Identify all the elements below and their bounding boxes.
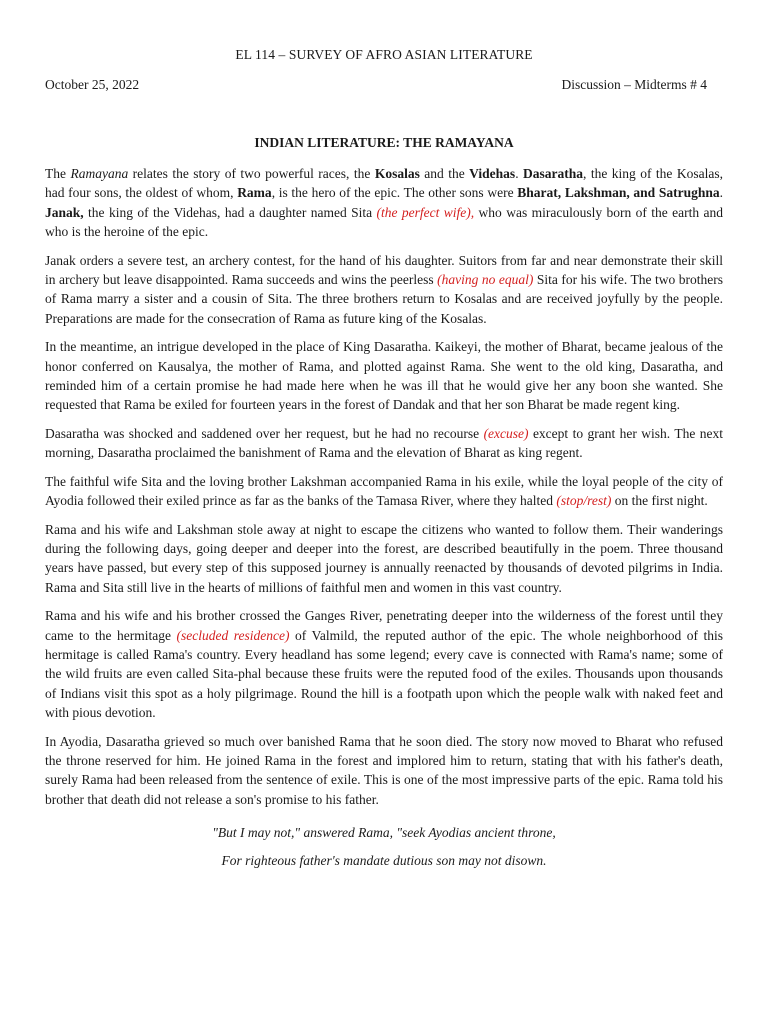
text-run: Rama and his wife and his brother crossed the Ganges River, penetrating deeper into the wilderness of the forest until they came to the hermitage	[45, 608, 723, 643]
document-title: INDIAN LITERATURE: THE RAMAYANA	[254, 135, 514, 150]
paragraph-5	[45, 472, 723, 511]
text-run: , is the hero of the epic. The other sons were	[271, 185, 518, 201]
paragraph-2	[45, 251, 723, 329]
annotation-note: (stop/rest)	[556, 493, 612, 509]
text-run: except to grant her wish. The next morning, Dasaratha proclaimed the banishment of Rama and the elevation of Bharat as king regent.	[45, 425, 723, 461]
text-run: .	[719, 185, 723, 201]
paragraph-3: In the meantime, an intrigue developed in the place of King Dasaratha. Kaikeyi, the mother of Bharat, became jealous of the honor conferred on Kausalya, the mother of Rama, and plotted against Rama. She went to the old king, Dasaratha, and reminded him of a certain promise he had made here when he was ill that he would give her any boon she wanted. She requested that Rama be exiled for fourteen years in the forest of Dandak and that her son Bharat be made regent king.	[45, 339, 723, 413]
verse-line-2: For righteous father's mandate dutious son may not disown.	[221, 853, 547, 869]
document-date: October 25, 2022	[45, 77, 140, 92]
text-run: who was miraculously born of the earth and who is the heroine of the epic.	[45, 204, 724, 240]
text-run: on the first night.	[611, 493, 708, 509]
bold-term: Dasaratha	[523, 166, 584, 181]
annotation-note: (having no equal)	[437, 272, 534, 288]
paragraph-4	[45, 424, 723, 463]
bold-term: Videhas	[469, 166, 516, 181]
text-run: The	[45, 166, 71, 181]
text-run: Sita for his wife. The two brothers of Rama marry a sister and a cousin of Sita. The three brothers return to Kosalas and are received joyfully by the people. Preparations are made for the consecration of Rama as future king of the Kosalas.	[45, 272, 723, 326]
annotation-note: (the perfect wife),	[376, 204, 475, 220]
discussion-label: Discussion – Midterms # 4	[561, 77, 707, 92]
course-header: EL 114 – SURVEY OF AFRO ASIAN LITERATURE	[235, 47, 533, 62]
annotation-note: (excuse)	[483, 425, 529, 441]
text-run: of Valmild, the reputed author of the epic. The whole neighborhood of this hermitage is called Rama's country. Every headland has some legend; every cave is connected with Rama's name; some of the wild fruits are even called Sita-phal because these fruits were the reputed food of the exiles. Thousands upon thousands of Indians visit this spot as a holy pilgrimage. Round the hill is a footpath upon which the people walk with naked feet and with pious devotion.	[45, 627, 723, 721]
paragraph-6: Rama and his wife and Lakshman stole away at night to escape the citizens who wanted to follow them. Their wanderings during the following days, going deeper and deeper into the forest, are described beautifully in the poem. Three thousand years have passed, but every step of this supposed journey is annually reenacted by thousands of devoted pilgrims in India. Rama and Sita still live in the hearts of millions of faithful men and women in this vast country.	[45, 521, 723, 595]
bold-term: Rama	[237, 185, 272, 201]
verse-line-1: "But I may not," answered Rama, "seek Ayodias ancient throne,	[212, 825, 556, 841]
bold-term: Janak,	[45, 204, 84, 220]
text-run: and the	[419, 166, 470, 181]
paragraph-8: In Ayodia, Dasaratha grieved so much over banished Rama that he soon died. The story now moved to Bharat who refused the throne reserved for him. He joined Rama in the forest and implored him to return, stating that with his father's death, surely Rama had been released from the sentence of exile. This is one of the most impressive parts of the epic. Rama told his brother that death did not release a son's promise to his father.	[45, 733, 723, 807]
paragraph-1	[45, 164, 723, 242]
annotation-note: (secluded residence)	[176, 627, 290, 643]
bold-term: Kosalas	[374, 166, 420, 181]
text-run: Janak orders a severe test, an archery contest, for the hand of his daughter. Suitors from far and near demonstrate their skill in archery but leave disappointed. Rama succeeds and wins the peerless	[45, 252, 723, 288]
paragraph-7	[45, 606, 723, 722]
text-run: the king of the Videhas, had a daughter named Sita	[83, 204, 377, 220]
text-run: The faithful wife Sita and the loving brother Lakshman accompanied Rama in his exile, while the loyal people of the city of Ayodia followed their exiled prince as far as the banks of the Tamasa River, where they halted	[45, 473, 723, 509]
text-run: , the king of the Kosalas, had four sons, the oldest of whom,	[45, 166, 723, 201]
bold-term: Bharat, Lakshman, and Satrughna	[517, 185, 720, 201]
text-run: relates the story of two powerful races, the	[128, 166, 375, 181]
italic-title: Ramayana	[70, 166, 129, 181]
document-body	[45, 164, 723, 870]
text-run: Dasaratha was shocked and saddened over her request, but he had no recourse	[45, 425, 484, 441]
text-run: .	[515, 166, 524, 181]
